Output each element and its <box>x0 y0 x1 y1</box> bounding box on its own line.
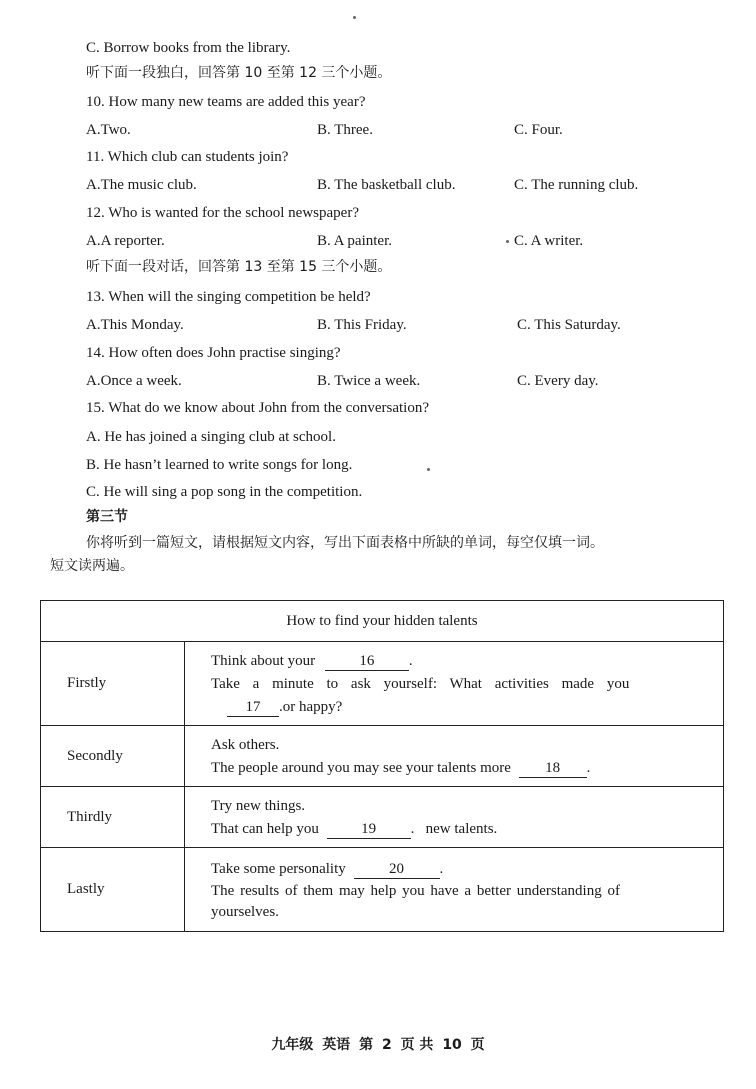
question-11: 11. Which club can students join? <box>86 149 289 165</box>
blank-18[interactable]: 18 <box>519 759 587 778</box>
firstly-line1-end: . <box>408 653 413 669</box>
firstly-line1: Think about your <box>211 653 316 669</box>
lastly-line2: The results of them may help you have a better understanding of <box>211 883 620 899</box>
scan-speck <box>427 468 430 471</box>
section-3-heading: 第三节 <box>86 509 128 525</box>
blank-20[interactable]: 20 <box>354 860 440 879</box>
option-10a: A.Two. <box>86 122 131 138</box>
table-row <box>41 642 724 726</box>
firstly-line2: Take a minute to ask yourself: What activities made you <box>211 676 630 692</box>
option-14b: B. Twice a week. <box>317 373 421 389</box>
page-footer <box>0 1034 756 1054</box>
row-label-thirdly: Thirdly <box>41 787 185 848</box>
blank-16[interactable]: 16 <box>325 652 409 671</box>
table-title: How to find your hidden talents <box>41 601 724 642</box>
option-12a: A.A reporter. <box>86 233 165 249</box>
thirdly-line1: Try new things. <box>211 798 306 814</box>
section-3-instruction-line2: 短文读两遍。 <box>50 558 134 574</box>
question-10: 10. How many new teams are added this year? <box>86 94 366 110</box>
lastly-line1: Take some personality <box>211 861 346 877</box>
secondly-line1: Ask others. <box>211 737 280 753</box>
footer-page-prefix: 第 <box>359 1037 374 1053</box>
option-15b: B. He hasn’t learned to write songs for long. <box>86 457 353 473</box>
lastly-line1-end: . <box>439 861 444 877</box>
option-11c: C. The running club. <box>514 177 639 193</box>
row-content-lastly <box>185 848 724 932</box>
option-15c: C. He will sing a pop song in the competition. <box>86 484 363 500</box>
question-15: 15. What do we know about John from the conversation? <box>86 400 429 416</box>
option-13a: A.This Monday. <box>86 317 184 333</box>
secondly-line2: The people around you may see your talents more <box>211 760 511 776</box>
row-content-firstly <box>185 642 724 726</box>
talents-table <box>40 600 724 932</box>
scan-speck <box>353 16 356 19</box>
thirdly-line2: That can help you <box>211 821 319 837</box>
table-row <box>41 726 724 787</box>
option-14c: C. Every day. <box>517 373 599 389</box>
blank-17[interactable]: 17 <box>227 698 279 717</box>
row-label-firstly: Firstly <box>41 642 185 726</box>
footer-page-suffix: 页 <box>470 1037 485 1053</box>
row-label-secondly: Secondly <box>41 726 185 787</box>
footer-grade: 九年级 <box>271 1037 314 1053</box>
firstly-line3: .or happy? <box>279 699 343 715</box>
question-12: 12. Who is wanted for the school newspaper? <box>86 205 359 221</box>
scan-speck <box>506 240 509 243</box>
option-12c: C. A writer. <box>514 233 584 249</box>
footer-subject: 英语 <box>322 1037 351 1053</box>
table-row <box>41 848 724 932</box>
question-13: 13. When will the singing competition be held? <box>86 289 371 305</box>
option-12b: B. A painter. <box>317 233 392 249</box>
row-content-secondly <box>185 726 724 787</box>
blank-19[interactable]: 19 <box>327 820 411 839</box>
row-content-thirdly <box>185 787 724 848</box>
option-10c: C. Four. <box>514 122 563 138</box>
section-b-instruction: 听下面一段对话，回答第 13 至第 15 三个小题。 <box>86 259 392 275</box>
option-11a: A.The music club. <box>86 177 197 193</box>
section-3-instruction-line1: 你将听到一篇短文，请根据短文内容，写出下面表格中所缺的单词，每空仅填一词。 <box>86 535 604 551</box>
option-9c: C. Borrow books from the library. <box>86 40 291 56</box>
secondly-line2-end: . <box>586 760 591 776</box>
footer-page-mid: 页 共 <box>400 1037 434 1053</box>
option-13b: B. This Friday. <box>317 317 407 333</box>
thirdly-line2-end: . new talents. <box>410 821 498 837</box>
question-14: 14. How often does John practise singing? <box>86 345 341 361</box>
option-13c: C. This Saturday. <box>517 317 621 333</box>
option-14a: A.Once a week. <box>86 373 182 389</box>
option-10b: B. Three. <box>317 122 373 138</box>
section-a-instruction: 听下面一段独白，回答第 10 至第 12 三个小题。 <box>86 65 392 81</box>
option-15a: A. He has joined a singing club at school. <box>86 429 336 445</box>
table-row <box>41 787 724 848</box>
row-label-lastly: Lastly <box>41 848 185 932</box>
footer-page-number: 2 <box>381 1037 392 1053</box>
option-11b: B. The basketball club. <box>317 177 456 193</box>
lastly-line3: yourselves. <box>211 904 279 920</box>
footer-total-pages: 10 <box>442 1037 462 1053</box>
